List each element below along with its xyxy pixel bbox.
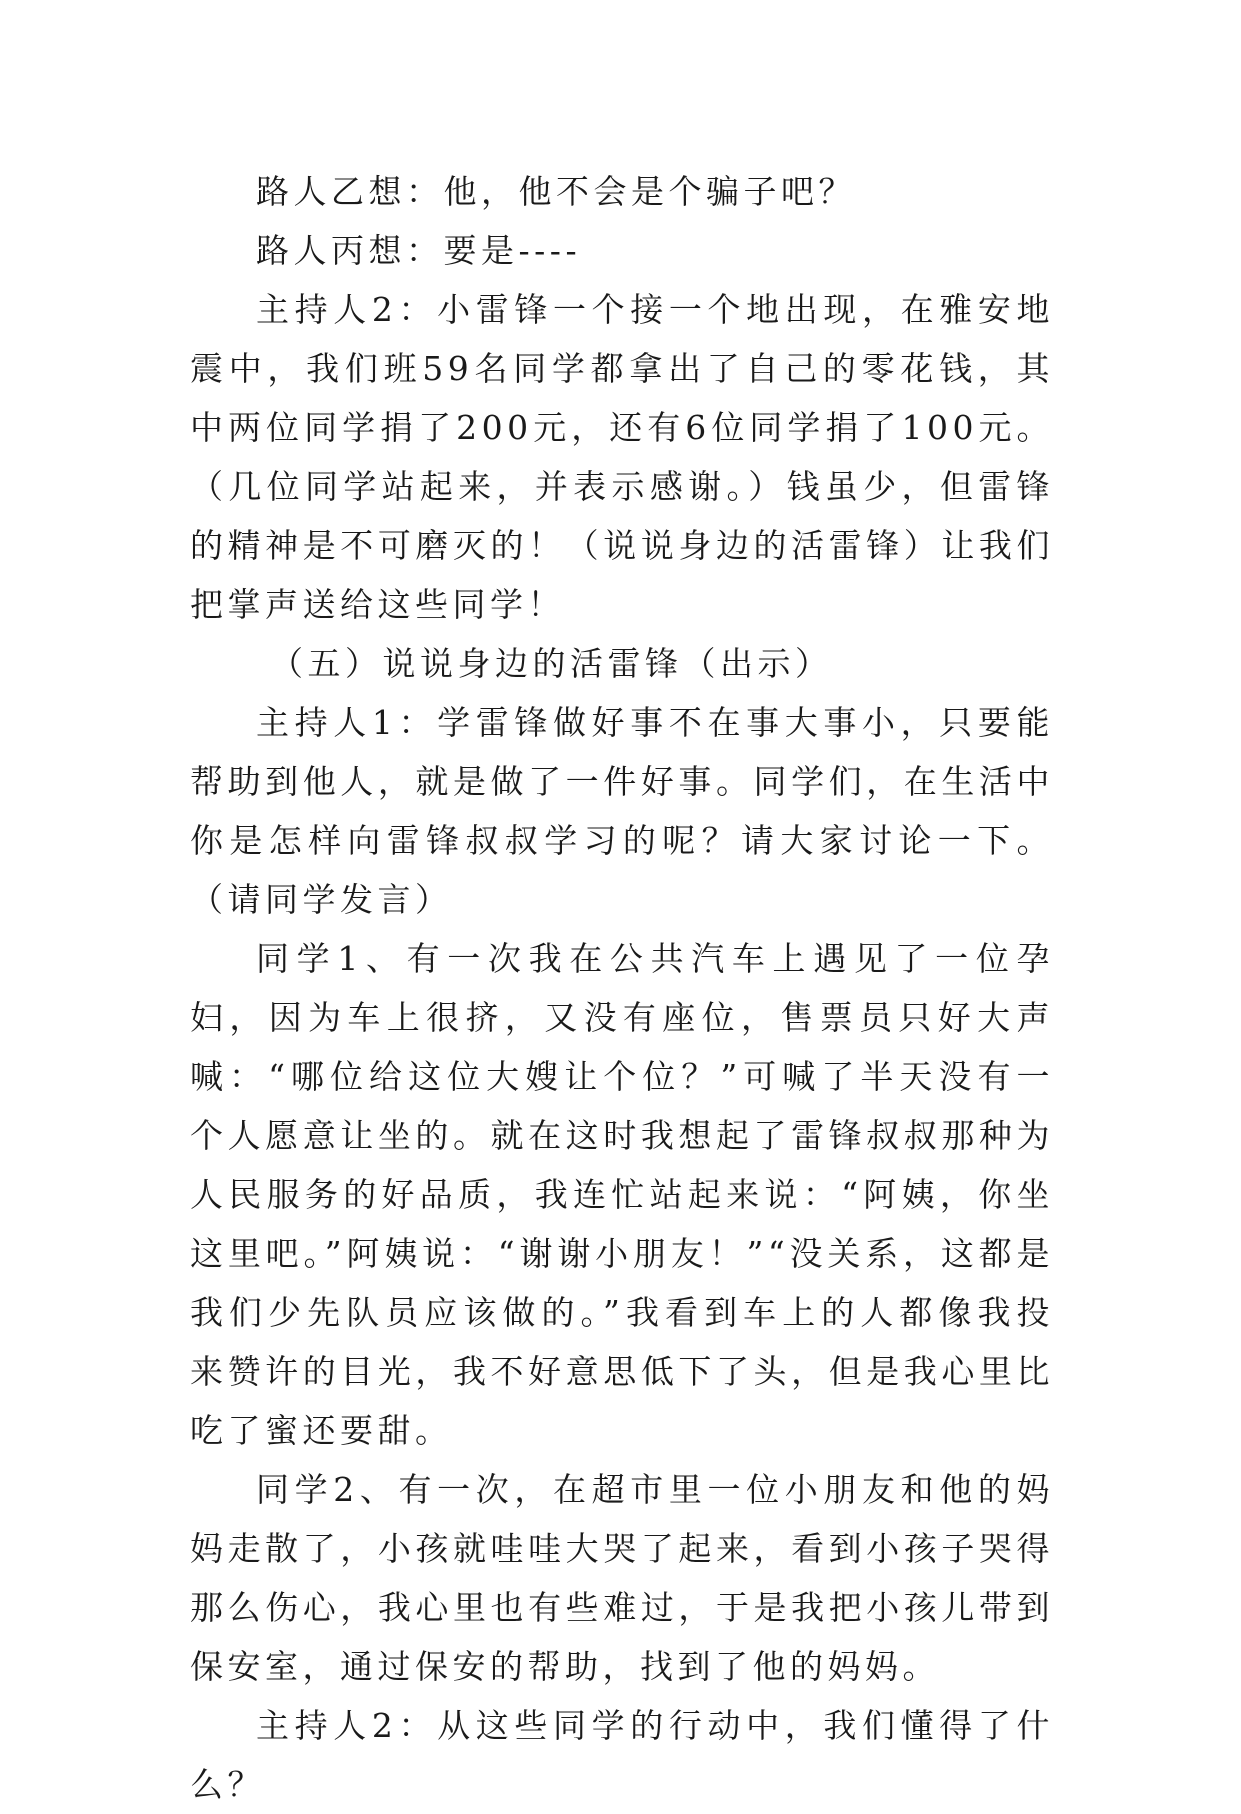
document-body xyxy=(190,162,1054,1814)
paragraph-host2-question: 主持人2：从这些同学的行动中，我们懂得了什么？ xyxy=(190,1706,1054,1804)
paragraph-student2-story: 同学2、有一次，在超市里一位小朋友和他的妈妈走散了，小孩就哇哇大哭了起来，看到小孩子哭得那么伤心，我心里也有些难过，于是我把小孩儿带到保安室，通过保安的帮助，找到了他的妈妈。 xyxy=(190,1470,1054,1686)
paragraph-student1-story: 同学1、有一次我在公共汽车上遇见了一位孕妇，因为车上很挤，又没有座位，售票员只好大声喊：“哪位给这位大嫂让个位？”可喊了半天没有一个人愿意让坐的。就在这时我想起了雷锋叔叔那种为人民服务的好品质，我连忙站起来说：“阿姨，你坐这里吧。”阿姨说：“谢谢小朋友！”“没关系，这都是我们少先队员应该做的。”我看到车上的人都像我投来赞许的目光，我不好意思低下了头，但是我心里比吃了蜜还要甜。 xyxy=(190,939,1054,1450)
paragraph-host2-donation: 主持人2：小雷锋一个接一个地出现，在雅安地震中，我们班59名同学都拿出了自己的零花钱，其中两位同学捐了200元，还有6位同学捐了100元。（几位同学站起来，并表示感谢。）钱虽少，但雷锋的精神是不可磨灭的！（说说身边的活雷锋）让我们把掌声送给这些同学！ xyxy=(190,290,1054,624)
paragraph-host1-discussion: 主持人1：学雷锋做好事不在事大事小，只要能帮助到他人，就是做了一件好事。同学们，在生活中你是怎样向雷锋叔叔学习的呢？请大家讨论一下。（请同学发言） xyxy=(190,703,1054,919)
section-heading-five: （五）说说身边的活雷锋（出示） xyxy=(270,644,833,683)
paragraph-passerby-b: 路人乙想：他，他不会是个骗子吧？ xyxy=(256,172,856,211)
paragraph-passerby-c: 路人丙想：要是---- xyxy=(256,231,582,270)
